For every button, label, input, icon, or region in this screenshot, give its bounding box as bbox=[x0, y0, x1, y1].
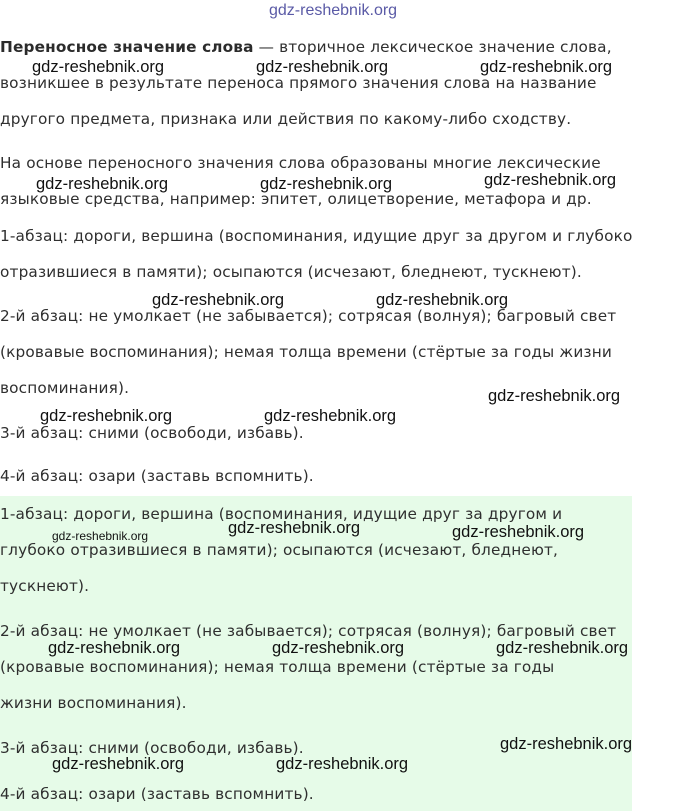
watermark: gdz-reshebnik.org bbox=[36, 175, 169, 193]
answer1-paragraph3: 3-й абзац: сними (освободи, избавь). bbox=[0, 424, 304, 442]
watermark: gdz-reshebnik.org bbox=[452, 523, 585, 541]
watermark: gdz-reshebnik.org bbox=[480, 58, 613, 76]
intro-line-2: языковые средства, например: эпитет, олицетворение, метафора и др. bbox=[0, 190, 592, 208]
answer1-paragraph4: 4-й абзац: озари (заставь вспомнить). bbox=[0, 467, 314, 485]
answer2-paragraph3: 3-й абзац: сними (освободи, избавь). bbox=[0, 739, 304, 757]
watermark: gdz-reshebnik.org bbox=[496, 639, 629, 657]
answer1-paragraph2-line1: 2-й абзац: не умолкает (не забывается); сотрясая (волнуя); багровый свет bbox=[0, 307, 617, 325]
watermark: gdz-reshebnik.org bbox=[260, 175, 393, 193]
watermark: gdz-reshebnik.org bbox=[256, 58, 389, 76]
watermark: gdz-reshebnik.org bbox=[228, 519, 361, 537]
answer2-paragraph1-line1: 1-абзац: дороги, вершина (воспоминания, идущие друг за другом и bbox=[0, 505, 563, 523]
answer1-paragraph1-line1: 1-абзац: дороги, вершина (воспоминания, идущие друг за другом и глубоко bbox=[0, 227, 633, 245]
watermark: gdz-reshebnik.org bbox=[376, 291, 509, 309]
watermark: gdz-reshebnik.org bbox=[488, 387, 621, 405]
watermark: gdz-reshebnik.org bbox=[52, 529, 149, 543]
definition-term: Переносное значение слова bbox=[0, 38, 254, 56]
watermark: gdz-reshebnik.org bbox=[264, 407, 397, 425]
answer1-paragraph2-line2: (кровавые воспоминания); немая толща времени (стёртые за годы жизни bbox=[0, 343, 612, 361]
answer1-paragraph1-line2: отразившиеся в памяти); осыпаются (исчезают, бледнеют, тускнеют). bbox=[0, 263, 582, 281]
watermark: gdz-reshebnik.org bbox=[272, 639, 405, 657]
header-watermark: gdz-reshebnik.org bbox=[269, 2, 398, 19]
watermark: gdz-reshebnik.org bbox=[484, 171, 617, 189]
intro-line-1: На основе переносного значения слова образованы многие лексические bbox=[0, 154, 601, 172]
answer2-paragraph2-line1: 2-й абзац: не умолкает (не забывается); сотрясая (волнуя); багровый свет bbox=[0, 622, 617, 640]
answer2-paragraph1-line2: глубоко отразившиеся в памяти); осыпаются (исчезают, бледнеют, bbox=[0, 541, 559, 559]
answer2-paragraph2-line2: (кровавые воспоминания); немая толща времени (стёртые за годы bbox=[0, 658, 555, 676]
definition-line-1 bbox=[0, 37, 612, 57]
answer1-paragraph2-line3: воспоминания). bbox=[0, 379, 130, 397]
watermark: gdz-reshebnik.org bbox=[276, 755, 409, 773]
watermark: gdz-reshebnik.org bbox=[32, 58, 165, 76]
answer2-paragraph1-line3: тускнеют). bbox=[0, 577, 90, 595]
watermark: gdz-reshebnik.org bbox=[48, 639, 181, 657]
definition-line-2: возникшее в результате переноса прямого значения слова на название bbox=[0, 74, 597, 92]
watermark: gdz-reshebnik.org bbox=[500, 735, 633, 753]
watermark: gdz-reshebnik.org bbox=[152, 291, 285, 309]
answer2-paragraph4: 4-й абзац: озари (заставь вспомнить). bbox=[0, 785, 314, 803]
definition-line-3: другого предмета, признака или действия по какому-либо сходству. bbox=[0, 110, 572, 128]
watermark: gdz-reshebnik.org bbox=[40, 407, 173, 425]
watermark: gdz-reshebnik.org bbox=[52, 755, 185, 773]
definition-text: — вторичное лексическое значение слова, bbox=[253, 38, 612, 56]
answer2-paragraph2-line3: жизни воспоминания). bbox=[0, 694, 187, 712]
